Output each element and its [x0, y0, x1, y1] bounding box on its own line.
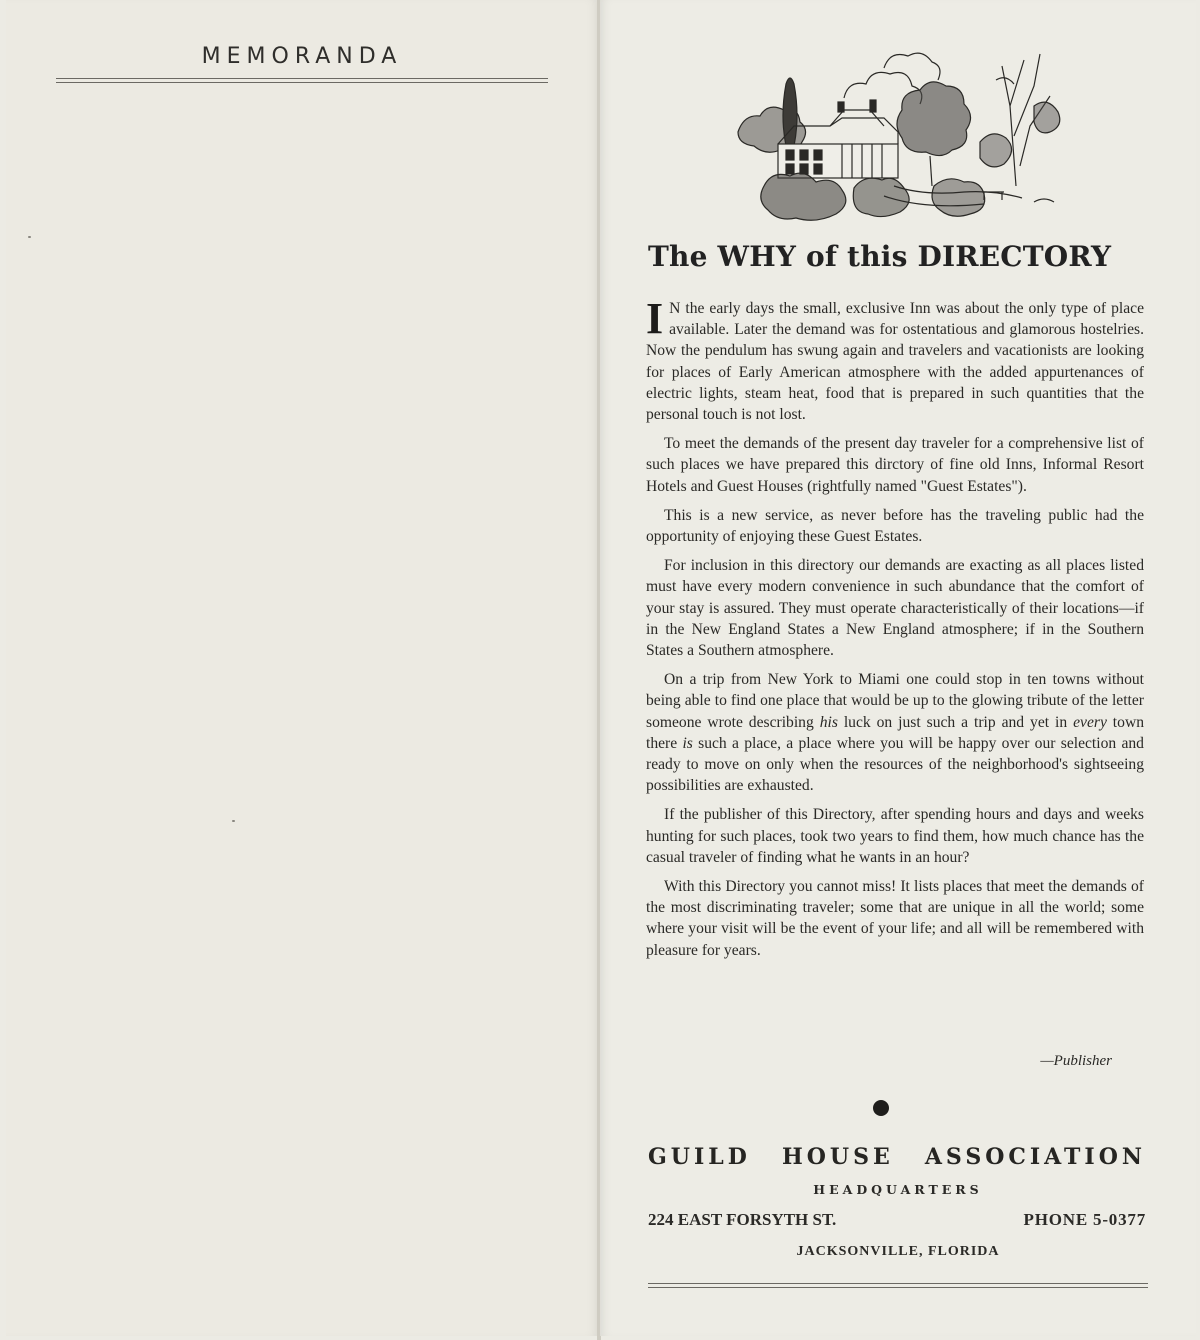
intro-paragraph: If the publisher of this Directory, after spending hours and days and weeks hunting for such places, took two years to find them, how much chance has the casual traveler of finding what he wants in an hour? — [646, 806, 1144, 866]
city-line: JACKSONVILLE, FLORIDA — [796, 1244, 1000, 1259]
bullet-ornament — [873, 1100, 889, 1116]
phone-number: PHONE 5-0377 — [1023, 1210, 1146, 1229]
publisher-signature: —Publisher — [1040, 1053, 1112, 1069]
double-rule — [56, 78, 548, 83]
colonial-inn-illustration — [734, 46, 1064, 224]
memoranda-page — [6, 0, 599, 1336]
association-name — [648, 1144, 1146, 1170]
intro-paragraph: On a trip from New York to Miami one could stop in ten towns without being able to find one place that would be up to the glowing tribute of the letter someone wrote describing his luck on just such a trip and yet in every town there is such a place, a place where you will be happy over our selection and ready to move on only when the resources of the neighborhood's sightseeing possibilities are exhausted. — [646, 671, 1144, 795]
intro-paragraph: With this Directory you cannot miss! It lists places that meet the demands of the most discriminating traveler; some that are unique in all the world; some where your visit will be the event of your life; and all will be remembered with pleasure for years. — [646, 878, 1144, 959]
association-word: HOUSE — [781, 1144, 894, 1170]
headquarters-label: HEADQUARTERS — [813, 1182, 983, 1197]
intro-paragraph: This is a new service, as never before has the traveling public had the opportunity of enjoying these Guest Estates. — [646, 506, 1144, 546]
double-rule — [648, 1283, 1148, 1288]
association-word: ASSOCIATION — [924, 1144, 1146, 1170]
drop-cap: I — [646, 294, 664, 343]
intro-paragraph: For inclusion in this directory our demands are exacting as all places listed must have every modern convenience in such abundance that the comfort of your stay is assured. They must operate characteristically of their locations—if in the New England States a New England atmosphere; if in the Southern States a Southern atmosphere. — [646, 557, 1144, 660]
paper-speck — [232, 820, 235, 822]
memoranda-title: MEMORANDA — [201, 44, 403, 69]
paper-speck — [28, 236, 31, 238]
association-word: GUILD — [648, 1144, 751, 1170]
intro-paragraph: I N the early days the small, exclusive Inn was about the only type of place available. Later the demand was for ostentatious and glamorous hostelries. Now the pendulum has swung again and travelers and vacationists are looking for places of Early American atmosphere with the added appurtenances of electric lights, steam heat, food that is prepared in such quantities that the personal touch is not lost. — [646, 294, 1144, 424]
street-address: 224 EAST FORSYTH ST. — [648, 1210, 837, 1229]
intro-paragraph: To meet the demands of the present day traveler for a comprehensive list of such places we have prepared this dirctory of fine old Inns, Informal Resort Hotels and Guest Houses (rightfully named "Guest Estates"). — [646, 435, 1144, 495]
directory-intro-page — [600, 0, 1196, 1336]
page-heading: The WHY of this DIRECTORY — [648, 240, 1112, 273]
address-line — [648, 1210, 1146, 1230]
intro-body — [646, 294, 1144, 969]
